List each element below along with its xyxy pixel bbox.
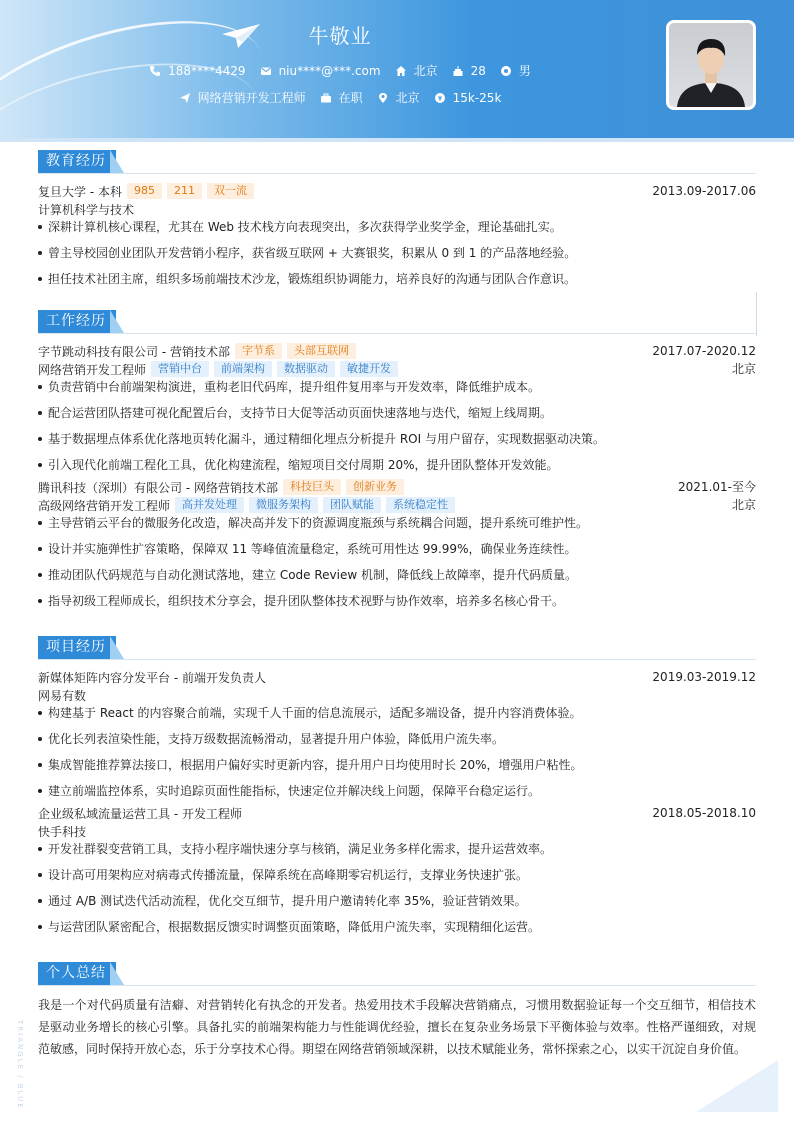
- list-item: 曾主导校园创业团队开发营销小程序，获省级互联网 + 大赛银奖，积累从 0 到 1 的产品落地经验。: [38, 244, 756, 270]
- list-item: 设计高可用架构应对病毒式传播流量，保障系统在高峰期零宕机运行，支撑业务快速扩张。: [38, 866, 756, 892]
- avatar-portrait: [669, 23, 753, 107]
- section-title-decoration: [110, 636, 124, 659]
- contact-info-row: [0, 62, 680, 79]
- list-item: 通过 A/B 测试迭代活动流程，优化交互细节，提升用户邀请转化率 35%，验证营销效果。: [38, 892, 756, 918]
- list-item: 推动团队代码规范与自动化测试落地，建立 Code Review 机制，降低线上故障率，提升代码质量。: [38, 566, 756, 592]
- section-title: 个人总结: [38, 962, 116, 985]
- list-item: 建立前端监控体系，实时追踪页面性能指标，快速定位并解决线上问题，保障平台稳定运行。: [38, 782, 756, 800]
- job-header-row: [38, 342, 756, 360]
- school-tag: 211: [167, 183, 202, 199]
- target-city-text: 北京: [395, 91, 420, 105]
- school-tag: 985: [127, 183, 162, 199]
- section-header: [38, 310, 756, 334]
- section-title: 教育经历: [38, 150, 116, 173]
- briefcase-icon: [320, 92, 332, 104]
- list-item: 负责营销中台前端架构演进，重构老旧代码库，提升组件复用率与开发效率，降低维护成本。: [38, 378, 756, 404]
- school-name: 复旦大学 - 本科: [38, 184, 122, 199]
- education-bullets: [38, 218, 756, 296]
- resume-header: [0, 0, 794, 140]
- education-header-row: [38, 182, 756, 200]
- salary-text: 15k-25k: [452, 90, 502, 105]
- job-period: 2021.01-至今: [678, 480, 756, 494]
- summary-text: 我是一个对代码质量有洁癖、对营销转化有执念的开发者。热爱用技术手段解决营销痛点，习惯用数据验证每一个交互细节，相信技术是驱动业务增长的核心引擎。具备扎实的前端架构能力与性能调优经验，擅长在复杂业务场景下平衡体验与效率。性格严谨细致，对规范敏感，同时保持开放心态，乐于分享技术心得。期望在网络营销领域深耕，以技术赋能业务，常怀探索之心，以实干沉淀自身价值。: [38, 998, 756, 1056]
- job-position: 网络营销开发工程师: [38, 362, 147, 377]
- skill-tag: 高并发处理: [175, 497, 244, 513]
- list-item: 优化长列表渲染性能，支持万级数据流畅滑动，显著提升用户体验，降低用户流失率。: [38, 730, 756, 756]
- company-name: 腾讯科技（深圳）有限公司 - 网络营销技术部: [38, 480, 278, 495]
- work-section: [38, 310, 756, 618]
- job-period: 2017.07-2020.12: [652, 344, 756, 358]
- job-city: 北京: [731, 498, 756, 512]
- section-header: [38, 636, 756, 660]
- list-item: 集成智能推荐算法接口，根据用户偏好实时更新内容，提升用户日均使用时长 20%，增强用户粘性。: [38, 756, 756, 782]
- education-section: [38, 150, 756, 296]
- gender-icon: [500, 65, 512, 77]
- project-name: 新媒体矩阵内容分发平台 - 前端开发负责人: [38, 670, 266, 685]
- job-city: 北京: [731, 362, 756, 376]
- project-header-row: [38, 804, 756, 822]
- salary-item: [434, 91, 502, 105]
- home-icon: [395, 65, 407, 77]
- job-position: 高级网络营销开发工程师: [38, 498, 171, 513]
- age-item: [452, 64, 486, 78]
- list-item: 指导初级工程师成长，组织技术分享会，提升团队整体技术视野与协作效率，培养多名核心骨干。: [38, 592, 756, 618]
- company-tag: 字节系: [235, 343, 282, 359]
- skill-tag: 前端架构: [214, 361, 272, 377]
- cake-icon: [452, 65, 464, 77]
- section-title-decoration: [110, 962, 124, 985]
- side-watermark: TRIANGLE / BLUE: [16, 1020, 24, 1110]
- target-job-text: 网络营销开发工程师: [197, 91, 306, 105]
- list-item: 配合运营团队搭建可视化配置后台，支持节日大促等活动页面快速落地与迭代，缩短上线周期。: [38, 404, 756, 430]
- list-item: 引入现代化前端工程化工具，优化构建流程，缩短项目交付周期 20%，提升团队整体开发效能。: [38, 456, 756, 474]
- send-icon: [179, 92, 191, 104]
- phone-icon: [149, 65, 161, 77]
- list-item: 开发社群裂变营销工具，支持小程序端快速分享与核销，满足业务多样化需求，提升运营效率。: [38, 840, 756, 866]
- email-item: [260, 64, 381, 78]
- phone-item: [149, 64, 245, 78]
- map-pin-icon: [377, 92, 389, 104]
- section-title-decoration: [110, 150, 124, 173]
- project-company: 快手科技: [38, 824, 87, 839]
- company-name: 字节跳动科技有限公司 - 营销技术部: [38, 344, 230, 359]
- target-city-item: [377, 89, 420, 106]
- section-title-decoration: [110, 310, 124, 333]
- gender-text: 男: [518, 64, 531, 78]
- decorative-line: [756, 292, 757, 336]
- project-header-row: [38, 668, 756, 686]
- target-job-item: [179, 89, 306, 106]
- section-header: [38, 962, 756, 986]
- company-tag: 科技巨头: [283, 479, 341, 495]
- skill-tag: 营销中台: [151, 361, 209, 377]
- section-header: [38, 150, 756, 174]
- project-company: 网易有数: [38, 688, 87, 703]
- list-item: 基于数据埋点体系优化落地页转化漏斗，通过精细化埋点分析提升 ROI 与用户留存，实现数据驱动决策。: [38, 430, 756, 456]
- section-title: 项目经历: [38, 636, 116, 659]
- avatar-photo: [666, 20, 756, 110]
- skill-tag: 微服务架构: [249, 497, 318, 513]
- decorative-triangle: [696, 1060, 778, 1112]
- status-item: [320, 89, 363, 106]
- company-tag: 头部互联网: [287, 343, 356, 359]
- list-item: 设计并实施弹性扩容策略，保障双 11 等峰值流量稳定，系统可用性达 99.99%，确保业务连续性。: [38, 540, 756, 566]
- list-item: 担任技术社团主席，组织多场前端技术沙龙，锻炼组织协调能力，培养良好的沟通与团队合作意识。: [38, 270, 756, 296]
- list-item: 深耕计算机核心课程，尤其在 Web 技术栈方向表现突出，多次获得学业奖学金，理论基础扎实。: [38, 218, 756, 244]
- phone-text: 188****4429: [168, 63, 246, 78]
- project-period: 2018.05-2018.10: [652, 806, 756, 820]
- money-icon: [434, 92, 446, 104]
- education-period: 2013.09-2017.06: [652, 184, 756, 198]
- skill-tag: 敏捷开发: [340, 361, 398, 377]
- summary-section: [38, 962, 756, 1060]
- section-title: 工作经历: [38, 310, 116, 333]
- list-item: 构建基于 React 的内容聚合前端，实现千人千面的信息流展示，适配多端设备，提升内容消费体验。: [38, 704, 756, 730]
- project-bullets: [38, 704, 756, 800]
- email-text: niu****@***.com: [278, 63, 381, 78]
- mail-icon: [260, 65, 272, 77]
- job-position-row: [38, 496, 756, 514]
- education-major: 计算机科学与技术: [38, 202, 135, 217]
- project-name: 企业级私域流量运营工具 - 开发工程师: [38, 806, 242, 821]
- job-bullets: [38, 378, 756, 474]
- status-text: 在职: [338, 91, 363, 105]
- job-header-row: [38, 478, 756, 496]
- location-item: [395, 62, 438, 79]
- location-text: 北京: [413, 64, 438, 78]
- gender-item: [500, 62, 531, 79]
- header-divider: [0, 138, 794, 142]
- skill-tag: 数据驱动: [277, 361, 335, 377]
- list-item: 主导营销云平台的微服务化改造，解决高并发下的资源调度瓶颈与系统耦合问题，提升系统可维护性。: [38, 514, 756, 540]
- job-bullets: [38, 514, 756, 618]
- job-intent-row: [0, 89, 680, 106]
- list-item: 与运营团队紧密配合，根据数据反馈实时调整页面策略，降低用户流失率，实现精细化运营。: [38, 918, 756, 944]
- age-text: 28: [470, 63, 486, 78]
- skill-tag: 系统稳定性: [386, 497, 455, 513]
- job-position-row: [38, 360, 756, 378]
- skill-tag: 团队赋能: [323, 497, 381, 513]
- candidate-name: 牛敬业: [308, 24, 372, 48]
- projects-section: [38, 636, 756, 944]
- project-bullets: [38, 840, 756, 944]
- school-tag: 双一流: [207, 183, 254, 199]
- project-period: 2019.03-2019.12: [652, 670, 756, 684]
- company-tag: 创新业务: [346, 479, 404, 495]
